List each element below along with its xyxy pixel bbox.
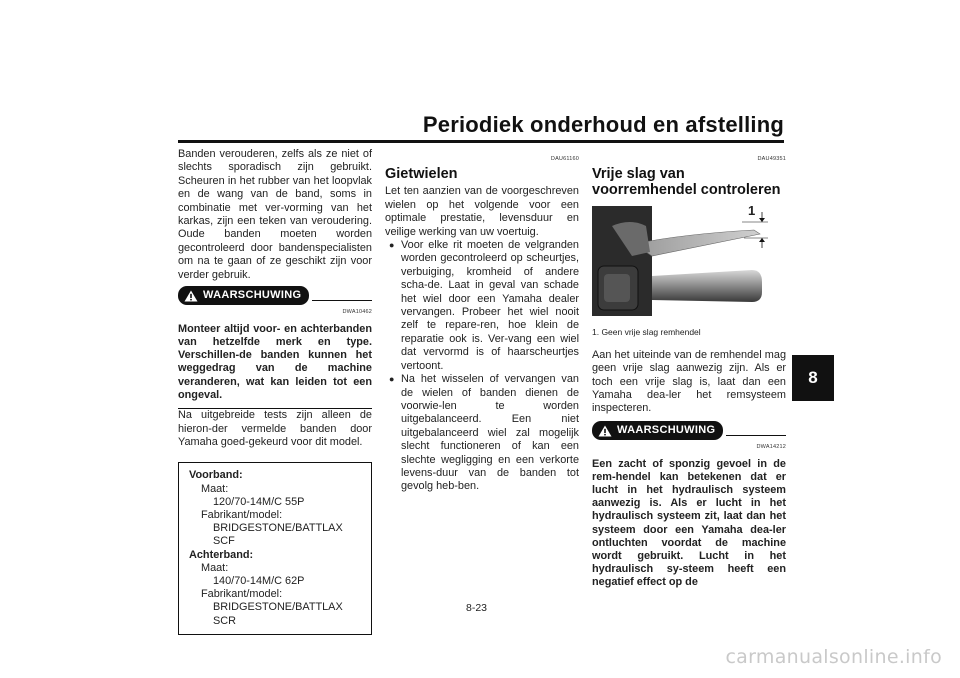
section-heading-wheels: Gietwielen	[385, 166, 458, 183]
brake-lever-illustration	[592, 204, 786, 322]
warning-text: Een zacht of sponzig gevoel in de rem-hendel kan betekenen dat er lucht in het hydraulisch systeem aanwezig is. Als er lucht in het hydraulisch systeem zit, laat dan het systeem door een Yamaha dea-ler ontluchten voordat de machine wordt gebruikt. Lucht in het hydraulisch sy-steem heeft een negatief effect op de	[592, 457, 786, 589]
column-middle	[385, 148, 579, 494]
front-size-value: 120/70-14M/C 55P	[213, 495, 305, 508]
wheels-bullet: ● Na het wisselen of vervangen van de wielen of banden dienen de voorwie-len te worden uitgebalanceerd. Een niet uitgebalanceerd wiel zal mogelijk slecht functioneren of kan een slechte wegligging en een verkorte levens-duur van de banden tot gevolg heb-ben.	[385, 373, 579, 494]
rear-tire-label: Achterband:	[189, 548, 254, 561]
warning-rule	[726, 435, 786, 436]
column-left	[178, 148, 372, 635]
warning-label: WAARSCHUWING	[203, 289, 302, 302]
wheels-bullet: ● Voor elke rit moeten de velgranden worden gecontroleerd op scheurtjes, verbuiging, kromheid of andere scha-de. Laat in geval van schade het wiel door een Yamaha dealer vervangen. Probeer het wiel nooit zelf te repare-ren, hoe klein de reparatie ook is. Ver-vang een wiel dat vervormd is of haarscheurtjes vertoont.	[385, 239, 579, 373]
warning-code: DWA10462	[342, 309, 372, 316]
warning-triangle-icon	[184, 290, 198, 302]
warning-label: WAARSCHUWING	[617, 423, 716, 436]
section-code: DAU61160	[550, 156, 579, 162]
warning-code: DWA14212	[756, 444, 786, 451]
rear-maker-label: Fabrikant/model:	[201, 588, 283, 601]
section-code: DAU49351	[757, 156, 786, 162]
page-header-title: Periodiek onderhoud en afstelling	[422, 112, 784, 137]
tire-aging-paragraph: Banden verouderen, zelfs als ze niet of slechts sporadisch zijn gebruikt. Scheuren in het rubber van het loopvlak en de wang van de band, soms in combinatie met ver-vorming van het karkas, zijn een teken van veroudering. Oude banden moeten worden gecontroleerd door bandenspecialisten om na te gaan of ze geschikt zijn voor verder gebruik.	[178, 148, 372, 281]
section-heading-brake-lever: Vrije slag van voorremhendel controleren	[592, 166, 781, 199]
warning-badge	[592, 421, 723, 440]
warning-text: Monteer altijd voor- en achterbanden van hetzelfde merk en type. Verschillen-de banden kunnen het weggedrag van de machine veranderen, wat kan leiden tot een ongeval.	[178, 323, 372, 409]
front-size-label: Maat:	[201, 482, 229, 495]
page-number: 8-23	[466, 602, 488, 614]
warning-header	[178, 286, 372, 305]
rear-size-value: 140/70-14M/C 62P	[213, 574, 305, 587]
column-right	[592, 148, 786, 590]
brake-lever-paragraph: Aan het uiteinde van de remhendel mag geen vrije slag aanwezig zijn. Als er toch een vrije slag is, laat dan een Yamaha dea-ler het remsysteem inspecteren.	[592, 348, 786, 415]
warning-rule	[312, 300, 372, 301]
header-rule	[178, 140, 784, 143]
approved-tires-paragraph: Na uitgebreide tests zijn alleen de hieron-der vermelde banden door Yamaha goed-gekeurd voor dit model.	[178, 409, 372, 448]
brake-lever-figure	[592, 204, 786, 322]
rear-model-value: BRIDGESTONE/BATTLAX SCR	[213, 601, 343, 627]
warning-header	[592, 421, 786, 440]
warning-badge	[178, 286, 309, 305]
rear-size-label: Maat:	[201, 561, 229, 574]
front-tire-label: Voorband:	[189, 469, 243, 482]
site-watermark: carmanualsonline.info	[725, 646, 942, 668]
figure-callout-number: 1	[748, 203, 756, 219]
figure-caption: 1. Geen vrije slag remhendel	[592, 327, 701, 338]
wheels-intro: Let ten aanzien van de voorgeschreven wielen op het volgende voor een optimale prestatie, levensduur en veilige werking van uw voertuig.	[385, 185, 579, 238]
warning-triangle-icon	[598, 425, 612, 437]
tire-spec-box	[178, 462, 372, 634]
front-model-value: BRIDGESTONE/BATTLAX SCF	[213, 522, 343, 548]
chapter-tab: 8	[792, 355, 834, 401]
front-maker-label: Fabrikant/model:	[201, 508, 283, 521]
wheels-bullet-list	[385, 239, 579, 494]
